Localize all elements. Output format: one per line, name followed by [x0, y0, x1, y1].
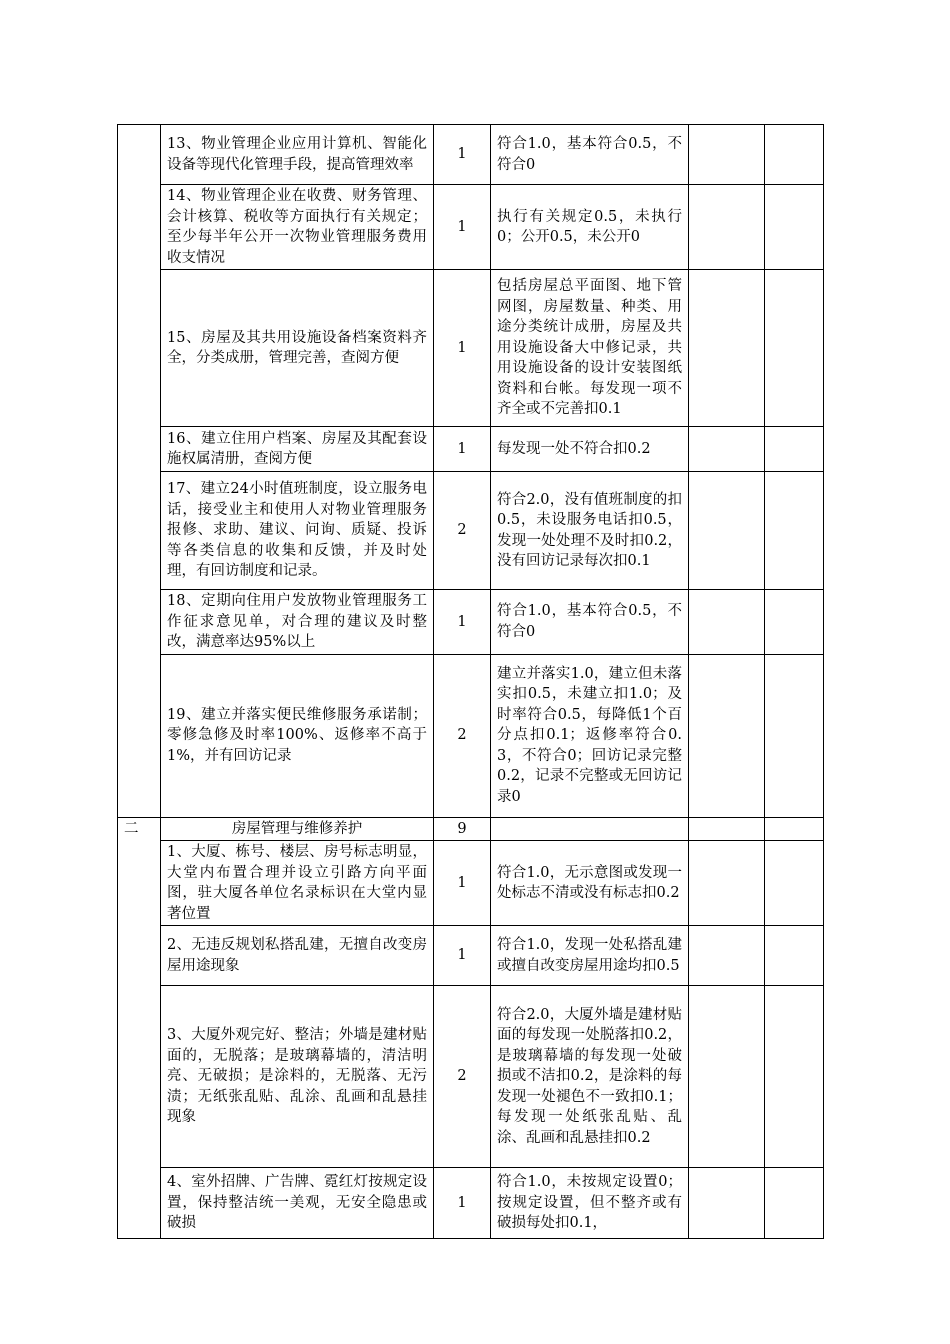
table-row	[118, 1168, 824, 1239]
blank-cell	[765, 926, 824, 986]
item-text: 1、大厦、栋号、楼层、房号标志明显，大堂内布置合理并设立引路方向平面图，驻大厦各单位名录标识在大堂内显著位置	[161, 841, 434, 926]
blank-cell	[491, 817, 689, 841]
table-row	[118, 472, 824, 590]
item-text: 3、大厦外观完好、整洁；外墙是建材贴面的，无脱落；是玻璃幕墙的，清洁明亮、无破损；是涂料的，无脱落、无污渍；无纸张乱贴、乱涂、乱画和乱悬挂现象	[161, 986, 434, 1168]
criteria-text: 符合1.0，无示意图或发现一处标志不清或没有标志扣0.2	[491, 841, 689, 926]
blank-cell	[765, 427, 824, 472]
criteria-text: 符合2.0，没有值班制度的扣0.5，未设服务电话扣0.5，发现一处处理不及时扣0.2，没有回访记录每次扣0.1	[491, 472, 689, 590]
table-row	[118, 841, 824, 926]
score-cell: 2	[434, 472, 491, 590]
section-header-row	[118, 817, 824, 841]
score-cell: 1	[434, 270, 491, 427]
section-score: 9	[434, 817, 491, 841]
table-row	[118, 427, 824, 472]
item-text: 19、建立并落实便民维修服务承诺制；零修急修及时率100%、返修率不高于1%，并有回访记录	[161, 654, 434, 817]
criteria-text: 符合1.0，基本符合0.5，不符合0	[491, 125, 689, 185]
criteria-text: 符合1.0，未按规定设置0；按规定设置，但不整齐或有破损每处扣0.1，	[491, 1168, 689, 1239]
blank-cell	[765, 986, 824, 1168]
score-cell: 1	[434, 1168, 491, 1239]
blank-cell	[765, 841, 824, 926]
score-cell: 1	[434, 427, 491, 472]
blank-cell	[689, 472, 765, 590]
score-cell: 1	[434, 926, 491, 986]
table-row	[118, 185, 824, 270]
table-row	[118, 654, 824, 817]
blank-cell	[765, 654, 824, 817]
criteria-text: 符合2.0，大厦外墙是建材贴面的每发现一处脱落扣0.2，是玻璃幕墙的每发现一处破损或不洁扣0.2，是涂料的每发现一处褪色不一致扣0.1；每发现一处纸张乱贴、乱涂、乱画和乱悬挂扣0.2	[491, 986, 689, 1168]
section-title: 房屋管理与维修养护	[161, 817, 434, 841]
item-text: 14、物业管理企业在收费、财务管理、会计核算、税收等方面执行有关规定；至少每半年公开一次物业管理服务费用收支情况	[161, 185, 434, 270]
criteria-text: 符合1.0，基本符合0.5，不符合0	[491, 590, 689, 655]
item-text: 13、物业管理企业应用计算机、智能化设备等现代化管理手段，提高管理效率	[161, 125, 434, 185]
item-text: 4、室外招牌、广告牌、霓红灯按规定设置，保持整洁统一美观，无安全隐患或破损	[161, 1168, 434, 1239]
blank-cell	[765, 817, 824, 841]
criteria-text: 符合1.0，发现一处私搭乱建或擅自改变房屋用途均扣0.5	[491, 926, 689, 986]
blank-cell	[689, 926, 765, 986]
blank-cell	[765, 125, 824, 185]
blank-cell	[689, 654, 765, 817]
score-cell: 1	[434, 125, 491, 185]
table-row	[118, 986, 824, 1168]
score-cell: 1	[434, 185, 491, 270]
score-cell: 1	[434, 590, 491, 655]
criteria-text: 包括房屋总平面图、地下管网图，房屋数量、种类、用途分类统计成册，房屋及共用设施设备大中修记录，共用设施设备的设计安装图纸资料和台帐。每发现一项不齐全或不完善扣0.1	[491, 270, 689, 427]
blank-cell	[765, 472, 824, 590]
blank-cell	[765, 590, 824, 655]
criteria-text: 执行有关规定0.5，未执行0；公开0.5，未公开0	[491, 185, 689, 270]
blank-cell	[689, 427, 765, 472]
blank-cell	[765, 185, 824, 270]
table-row	[118, 270, 824, 427]
blank-cell	[689, 1168, 765, 1239]
section-number: 二	[118, 817, 161, 1239]
blank-cell	[689, 125, 765, 185]
blank-cell	[689, 185, 765, 270]
blank-cell	[689, 986, 765, 1168]
blank-cell	[765, 1168, 824, 1239]
table-row	[118, 926, 824, 986]
item-text: 17、建立24小时值班制度，设立服务电话，接受业主和使用人对物业管理服务报修、求助、建议、问询、质疑、投诉等各类信息的收集和反馈，并及时处理，有回访制度和记录。	[161, 472, 434, 590]
score-cell: 2	[434, 986, 491, 1168]
blank-cell	[689, 841, 765, 926]
item-text: 18、定期向住用户发放物业管理服务工作征求意见单，对合理的建议及时整改，满意率达95%以上	[161, 590, 434, 655]
criteria-text: 建立并落实1.0，建立但未落实扣0.5，未建立扣1.0；及时率符合0.5，每降低1个百分点扣0.1；返修率符合0.3，不符合0；回访记录完整0.2，记录不完整或无回访记录0	[491, 654, 689, 817]
score-cell: 1	[434, 841, 491, 926]
blank-cell	[689, 590, 765, 655]
section-number-cell	[118, 125, 161, 818]
evaluation-table	[117, 124, 824, 1239]
item-text: 15、房屋及其共用设施设备档案资料齐全，分类成册，管理完善，查阅方便	[161, 270, 434, 427]
item-text: 16、建立住用户档案、房屋及其配套设施权属清册，查阅方便	[161, 427, 434, 472]
blank-cell	[765, 270, 824, 427]
table-row	[118, 125, 824, 185]
blank-cell	[689, 270, 765, 427]
blank-cell	[689, 817, 765, 841]
item-text: 2、无违反规划私搭乱建，无擅自改变房屋用途现象	[161, 926, 434, 986]
criteria-text: 每发现一处不符合扣0.2	[491, 427, 689, 472]
table-row	[118, 590, 824, 655]
score-cell: 2	[434, 654, 491, 817]
